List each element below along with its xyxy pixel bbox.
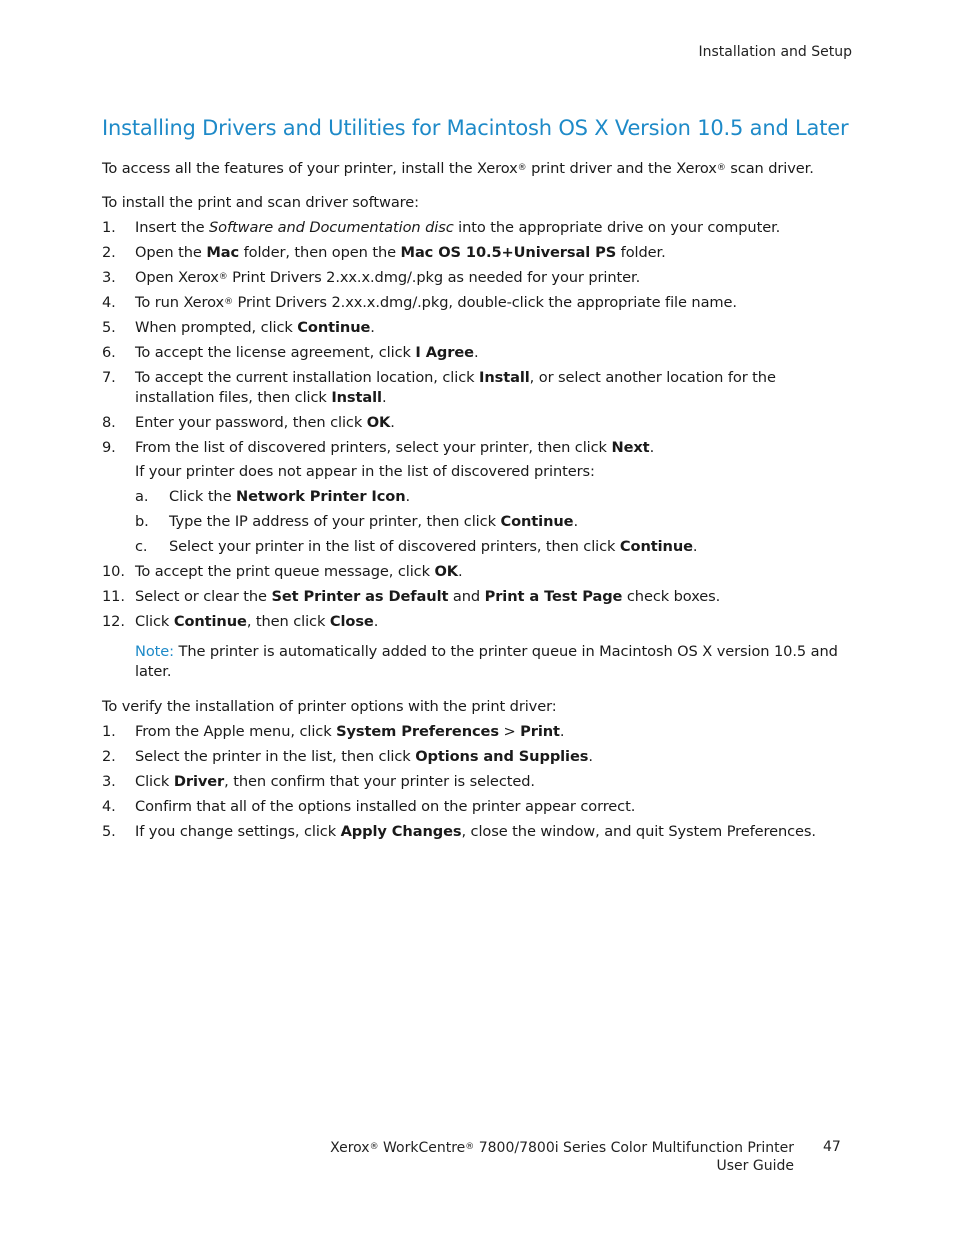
list-item: 4. To run Xerox® Print Drivers 2.xx.x.dmg/.pkg, double-click the appropriate file name. (102, 294, 737, 311)
sub-list-item: c. Select your printer in the list of discovered printers, then click Continue. (135, 538, 698, 555)
page-title: Installing Drivers and Utilities for Macintosh OS X Version 10.5 and Later (102, 116, 849, 140)
list-item: 5. When prompted, click Continue. (102, 319, 375, 336)
sub-list-item: b. Type the IP address of your printer, then click Continue. (135, 513, 578, 530)
list-item: 12. Click Continue, then click Close. (102, 613, 379, 630)
sub-steps (135, 487, 854, 557)
list-item: 2. Open the Mac folder, then open the Mac OS 10.5+Universal PS folder. (102, 244, 666, 261)
list-item: 2. Select the printer in the list, then click Options and Supplies. (102, 748, 593, 765)
list-item: 3. Click Driver, then confirm that your printer is selected. (102, 773, 535, 790)
list-item: 1. From the Apple menu, click System Preferences > Print. (102, 723, 565, 740)
note: Note: The printer is automatically added to the printer queue in Macintosh OS X version 10.5 and later. (135, 643, 838, 680)
list-item: 5. If you change settings, click Apply Changes, close the window, and quit System Preferences. (102, 823, 816, 840)
list-item: 10. To accept the print queue message, click OK. (102, 563, 463, 580)
sub-note: If your printer does not appear in the list of discovered printers: (135, 463, 595, 480)
list-item: 11. Select or clear the Set Printer as Default and Print a Test Page check boxes. (102, 588, 721, 605)
footer-guide: User Guide (716, 1158, 794, 1174)
list-item: 8. Enter your password, then click OK. (102, 414, 395, 431)
page-number: 47 (823, 1139, 841, 1155)
list-item: 9. From the list of discovered printers, select your printer, then click Next. If your printer does not appear in the list of discovered printers: a. Click the Network Printer Icon. b. Type the IP address of your printer, then click Continue. c. Select your printer in the list of discovered printers, then click Continue. (102, 438, 854, 557)
running-header: Installation and Setup (698, 44, 852, 60)
intro-paragraph: To access all the features of your printer, install the Xerox® print driver and the Xerox® scan driver. (102, 160, 814, 177)
verify-lead: To verify the installation of printer options with the print driver: (102, 698, 557, 715)
list-item: 3. Open Xerox® Print Drivers 2.xx.x.dmg/.pkg as needed for your printer. (102, 269, 641, 286)
install-steps (102, 218, 854, 632)
list-item: 7. To accept the current installation location, click Install, or select another location for the installation files, then click Install. (102, 369, 776, 406)
note-label: Note: (135, 643, 174, 660)
install-lead: To install the print and scan driver software: (102, 194, 419, 211)
verify-steps (102, 722, 854, 842)
list-item: 1. Insert the Software and Documentation disc into the appropriate drive on your computer. (102, 219, 781, 236)
sub-list-item: a. Click the Network Printer Icon. (135, 488, 411, 505)
main-content (102, 156, 854, 847)
footer-product: Xerox® WorkCentre® 7800/7800i Series Color Multifunction Printer User Guide (330, 1140, 794, 1174)
list-item: 4. Confirm that all of the options installed on the printer appear correct. (102, 798, 636, 815)
list-item: 6. To accept the license agreement, click I Agree. (102, 344, 479, 361)
